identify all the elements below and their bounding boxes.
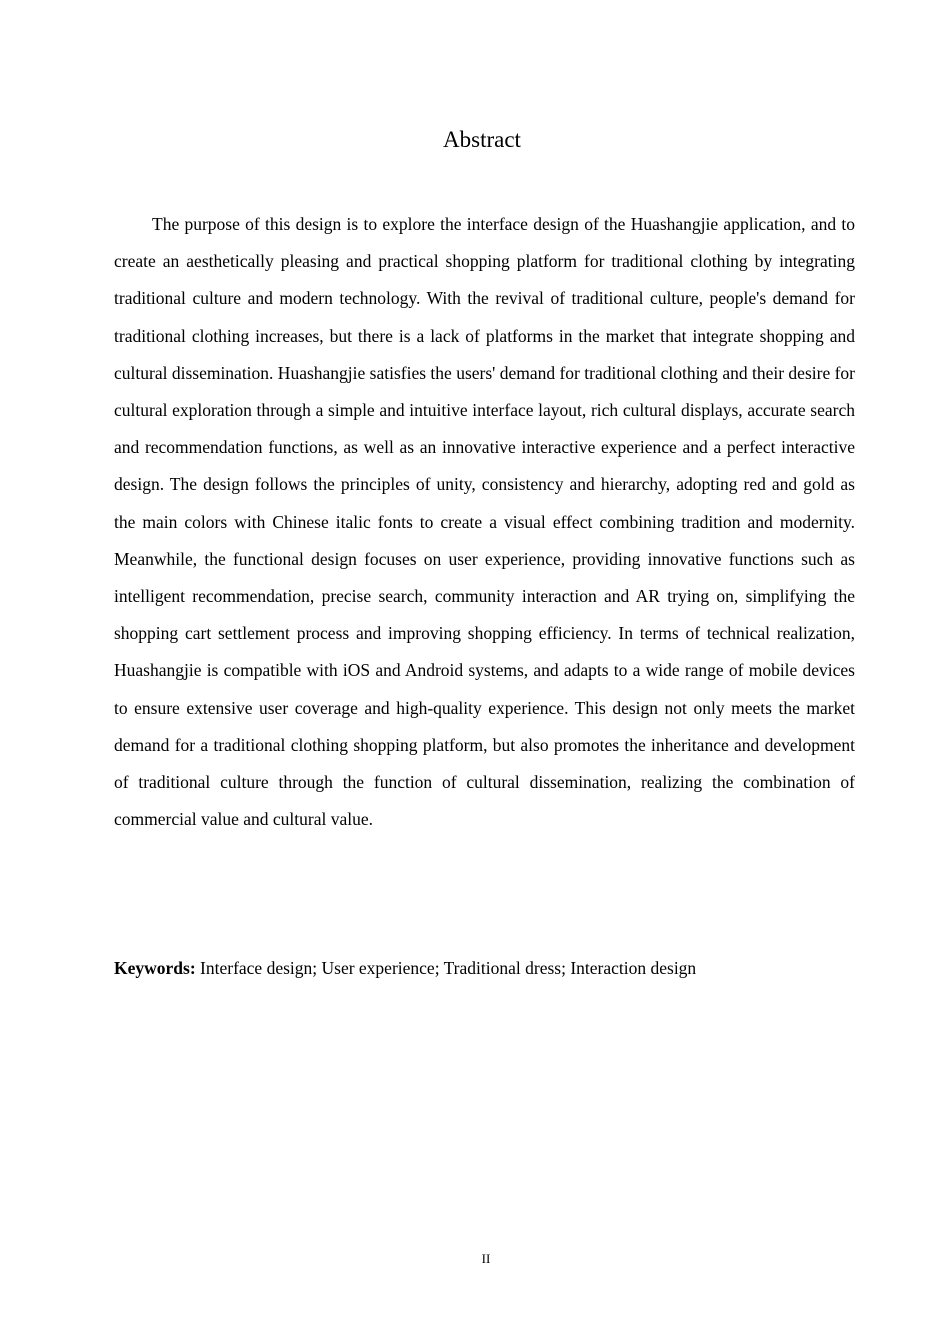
keywords-line [114,952,855,984]
abstract-paragraph: The purpose of this design is to explore the interface design of the Huashangjie application, and to create an aesthetically pleasing and practical shopping platform for traditional clothing by integrating traditional culture and modern technology. With the revival of traditional culture, people's demand for traditional clothing increases, but there is a lack of platforms in the market that integrate shopping and cultural dissemination. Huashangjie satisfies the users' demand for traditional clothing and their desire for cultural exploration through a simple and intuitive interface layout, rich cultural displays, accurate search and recommendation functions, as well as an innovative interactive experience and a perfect interactive design. The design follows the principles of unity, consistency and hierarchy, adopting red and gold as the main colors with Chinese italic fonts to create a visual effect combining tradition and modernity. Meanwhile, the functional design focuses on user experience, providing innovative functions such as intelligent recommendation, precise search, community interaction and AR trying on, simplifying the shopping cart settlement process and improving shopping efficiency. In terms of technical realization, Huashangjie is compatible with iOS and Android systems, and adapts to a wide range of mobile devices to ensure extensive user coverage and high-quality experience. This design not only meets the market demand for a traditional clothing shopping platform, but also promotes the inheritance and development of traditional culture through the function of cultural dissemination, realizing the combination of commercial value and cultural value. [114,214,855,830]
page-number: II [481,1251,491,1266]
keywords-label: Keywords: [114,958,196,978]
keywords-text: Interface design; User experience; Traditional dress; Interaction design [195,958,697,978]
page-title: Abstract [443,127,521,152]
